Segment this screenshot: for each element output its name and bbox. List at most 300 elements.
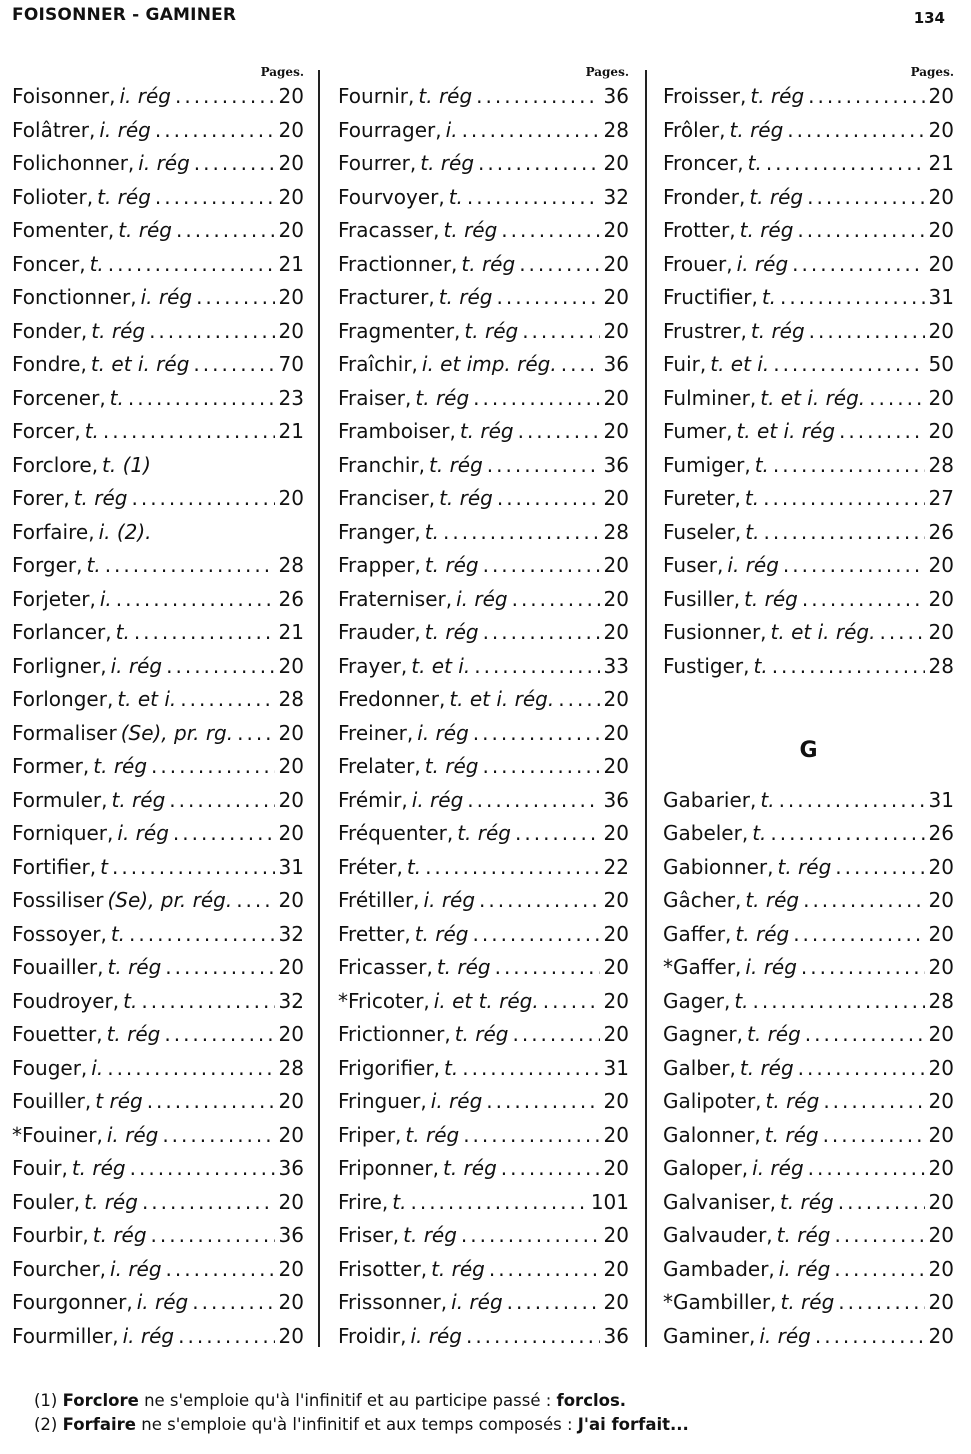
verb-entry bbox=[12, 650, 304, 684]
page-reference: 20 bbox=[928, 117, 954, 142]
verb-entry bbox=[12, 1119, 304, 1153]
verb-name: Fréquenter, bbox=[338, 821, 454, 845]
verb-grammar: t. bbox=[752, 821, 767, 845]
verb-grammar: i. rég bbox=[106, 1122, 159, 1147]
leader-dots bbox=[151, 750, 275, 784]
verb-entry bbox=[12, 449, 304, 483]
verb-name: Frapper, bbox=[338, 553, 421, 577]
verb-name: Fumer, bbox=[663, 419, 733, 443]
verb-name: Galipoter, bbox=[663, 1089, 762, 1113]
leader-dots bbox=[809, 315, 925, 349]
verb-name: *Fouiner, bbox=[12, 1122, 103, 1147]
verb-grammar: t. rég bbox=[457, 821, 511, 845]
footnote-marker: (2) bbox=[34, 1415, 58, 1434]
leader-dots bbox=[773, 348, 924, 382]
page-reference: 20 bbox=[928, 553, 954, 577]
verb-grammar: i. rég bbox=[411, 787, 464, 812]
verb-entry bbox=[338, 1119, 629, 1153]
verb-name: Frustrer, bbox=[663, 318, 747, 343]
leader-dots bbox=[783, 549, 925, 583]
verb-name: Fractionner, bbox=[338, 251, 458, 276]
verb-entry bbox=[338, 516, 629, 550]
verb-name: Frictionner, bbox=[338, 1022, 451, 1046]
verb-entry bbox=[663, 1085, 954, 1119]
verb-grammar: i. rég bbox=[778, 1256, 831, 1281]
leader-dots bbox=[192, 1286, 274, 1320]
leader-dots bbox=[798, 1052, 925, 1086]
verb-name: Fringuer, bbox=[338, 1089, 427, 1113]
verb-name: Galber, bbox=[663, 1055, 736, 1080]
verb-grammar: t. (1) bbox=[102, 452, 151, 477]
leader-dots bbox=[151, 1219, 275, 1253]
verb-entry bbox=[12, 717, 304, 751]
verb-grammar: t. bbox=[109, 385, 124, 410]
verb-grammar: t. rég bbox=[93, 754, 148, 778]
verb-entry bbox=[12, 985, 304, 1019]
verb-entry bbox=[338, 1052, 629, 1086]
verb-entry bbox=[338, 114, 629, 148]
verb-grammar: t rég bbox=[95, 1089, 143, 1113]
page-reference: 20 bbox=[278, 787, 304, 812]
page-reference: 20 bbox=[278, 720, 304, 745]
verb-name: Fureter, bbox=[663, 486, 741, 510]
verb-grammar: t. bbox=[744, 486, 760, 510]
footnote-marker: (1) bbox=[34, 1391, 58, 1410]
verb-name: Fragmenter, bbox=[338, 318, 461, 343]
leader-dots bbox=[108, 248, 275, 282]
verb-name: Frire, bbox=[338, 1189, 389, 1214]
column-divider bbox=[318, 70, 320, 1347]
verb-grammar: i. rég bbox=[423, 888, 476, 912]
leader-dots bbox=[823, 1085, 924, 1119]
verb-entry bbox=[338, 147, 629, 181]
verb-grammar: t. bbox=[84, 419, 99, 443]
verb-grammar: i. rég bbox=[110, 653, 163, 678]
leader-dots bbox=[838, 1186, 925, 1220]
verb-name: Fourgonner, bbox=[12, 1290, 133, 1314]
verb-name: Fouir, bbox=[12, 1156, 68, 1180]
verb-entry bbox=[338, 315, 629, 349]
verb-grammar: t. rég bbox=[429, 452, 483, 477]
verb-entry bbox=[338, 750, 629, 784]
verb-grammar: t. bbox=[89, 251, 104, 276]
page-reference: 20 bbox=[603, 486, 629, 510]
verb-name: Fossoyer, bbox=[12, 921, 107, 946]
verb-entry bbox=[338, 281, 629, 315]
leader-dots bbox=[839, 415, 925, 449]
verb-entry bbox=[12, 884, 304, 918]
verb-entry bbox=[338, 348, 629, 382]
verb-grammar: t. rég bbox=[436, 955, 491, 979]
verb-name: Formuler, bbox=[12, 787, 108, 812]
page-reference: 36 bbox=[603, 352, 629, 376]
leader-dots bbox=[142, 1186, 275, 1220]
page-reference: 20 bbox=[603, 385, 629, 410]
leader-dots bbox=[487, 449, 600, 483]
verb-entry bbox=[663, 348, 954, 382]
verb-entry bbox=[338, 181, 629, 215]
footnote-term: Forfaire bbox=[62, 1415, 136, 1434]
leader-dots bbox=[165, 951, 274, 985]
verb-name: Fumiger, bbox=[663, 452, 751, 477]
verb-grammar: t. rég bbox=[91, 318, 146, 343]
page-number: 134 bbox=[913, 9, 945, 27]
verb-entry bbox=[338, 1085, 629, 1119]
verb-grammar: t. rég bbox=[420, 151, 475, 175]
leader-dots bbox=[193, 348, 274, 382]
verb-name: Freiner, bbox=[338, 720, 414, 745]
verb-entry bbox=[338, 817, 629, 851]
verb-name: Fouler, bbox=[12, 1189, 81, 1214]
verb-entry bbox=[338, 214, 629, 248]
leader-dots bbox=[787, 114, 924, 148]
verb-entry bbox=[12, 1186, 304, 1220]
verb-grammar: t. bbox=[747, 151, 762, 175]
verb-name: Fourmiller, bbox=[12, 1323, 119, 1348]
verb-grammar: t. rég bbox=[777, 854, 832, 879]
leader-dots bbox=[237, 717, 274, 751]
verb-grammar: t. rég bbox=[107, 955, 162, 979]
verb-entry bbox=[663, 1052, 954, 1086]
page-reference: 20 bbox=[928, 184, 954, 209]
verb-grammar: t. rég bbox=[424, 553, 479, 577]
leader-dots bbox=[176, 214, 275, 248]
verb-entry bbox=[663, 382, 954, 416]
verb-entry bbox=[338, 415, 629, 449]
leader-dots bbox=[141, 985, 274, 1019]
verb-grammar: t. et i. rég. bbox=[449, 687, 555, 711]
leader-dots bbox=[838, 1286, 924, 1320]
footnote-text: ne s'emploie qu'à l'infinitif et aux temps composés : bbox=[141, 1415, 573, 1434]
verb-entry bbox=[663, 449, 954, 483]
leader-dots bbox=[180, 683, 274, 717]
leader-dots bbox=[462, 114, 600, 148]
verb-grammar: t. et i. rég. bbox=[770, 620, 876, 644]
page-reference: 20 bbox=[928, 854, 954, 879]
leader-dots bbox=[473, 918, 600, 952]
verb-grammar: t. bbox=[86, 553, 101, 577]
verb-name: Friser, bbox=[338, 1223, 400, 1247]
verb-entry bbox=[12, 80, 304, 114]
verb-entry bbox=[12, 1052, 304, 1086]
verb-grammar: t. bbox=[115, 620, 130, 644]
leader-dots bbox=[518, 415, 600, 449]
verb-grammar: i. et imp. rég. bbox=[421, 352, 557, 376]
leader-dots bbox=[483, 616, 600, 650]
footnotes bbox=[34, 1389, 689, 1437]
pages-label: Pages. bbox=[910, 65, 954, 79]
verb-grammar: t. rég bbox=[424, 620, 479, 644]
verb-entry bbox=[663, 147, 954, 181]
page-reference: 20 bbox=[928, 251, 954, 276]
page-reference: 28 bbox=[278, 687, 304, 711]
verb-name: Forcer, bbox=[12, 419, 81, 443]
leader-dots bbox=[130, 1152, 275, 1186]
leader-dots bbox=[166, 1253, 275, 1287]
leader-dots bbox=[129, 918, 275, 952]
page-reference: 20 bbox=[278, 1290, 304, 1314]
verb-name: Forligner, bbox=[12, 653, 107, 678]
leader-dots bbox=[482, 750, 599, 784]
verb-name: Fretter, bbox=[338, 921, 411, 946]
leader-dots bbox=[793, 918, 924, 952]
leader-dots bbox=[495, 951, 600, 985]
leader-dots bbox=[425, 851, 599, 885]
verb-name: Froisser, bbox=[663, 84, 747, 108]
leader-dots bbox=[823, 1119, 925, 1153]
verb-grammar: i. rég bbox=[417, 720, 469, 745]
leader-dots bbox=[128, 382, 275, 416]
page-reference: 28 bbox=[928, 452, 954, 477]
verb-name: Fossiliser bbox=[12, 888, 104, 912]
verb-grammar: t. rég bbox=[750, 318, 805, 343]
verb-grammar: i. rég bbox=[451, 1290, 503, 1314]
page-reference: 20 bbox=[278, 151, 304, 175]
verb-entry bbox=[663, 884, 954, 918]
page-reference: 20 bbox=[928, 888, 954, 912]
verb-entry bbox=[12, 248, 304, 282]
verb-name: Fourcher, bbox=[12, 1256, 107, 1281]
leader-dots bbox=[476, 80, 599, 114]
entry-list bbox=[338, 80, 629, 1353]
page-reference: 20 bbox=[928, 1189, 954, 1214]
verb-grammar: t. rég bbox=[443, 218, 498, 242]
verb-grammar: i. rég bbox=[138, 151, 190, 175]
verb-entry bbox=[12, 482, 304, 516]
verb-entry bbox=[338, 1286, 629, 1320]
verb-name: Formaliser bbox=[12, 720, 117, 745]
verb-entry bbox=[12, 951, 304, 985]
verb-entry bbox=[12, 1085, 304, 1119]
verb-grammar: t. rég bbox=[750, 84, 805, 108]
page-reference: 20 bbox=[603, 1290, 629, 1314]
verb-entry bbox=[663, 1320, 954, 1354]
verb-name: Frigorifier, bbox=[338, 1055, 441, 1080]
verb-grammar: t. rég bbox=[92, 1223, 147, 1247]
verb-entry bbox=[663, 650, 954, 684]
verb-entry bbox=[663, 281, 954, 315]
verb-name: Fonctionner, bbox=[12, 285, 137, 309]
page-reference: 20 bbox=[278, 1323, 304, 1348]
verb-grammar: t. rég bbox=[729, 117, 784, 142]
page-reference: 26 bbox=[928, 519, 954, 544]
verb-grammar: i. rég bbox=[119, 84, 171, 108]
page-reference: 28 bbox=[278, 553, 304, 577]
leader-dots bbox=[236, 884, 274, 918]
verb-entry bbox=[338, 1253, 629, 1287]
verb-entry bbox=[663, 214, 954, 248]
pages-label: Pages. bbox=[260, 65, 304, 79]
verb-entry bbox=[338, 583, 629, 617]
page-reference: 20 bbox=[603, 1122, 629, 1147]
verb-grammar: t. rég bbox=[424, 754, 479, 778]
page-reference: 28 bbox=[278, 1055, 304, 1080]
page-reference: 20 bbox=[278, 821, 304, 845]
verb-name: Franchir, bbox=[338, 452, 426, 477]
verb-grammar: (Se), pr. rg. bbox=[120, 720, 234, 745]
verb-entry bbox=[12, 817, 304, 851]
verb-entry bbox=[12, 1253, 304, 1287]
page-reference: 20 bbox=[278, 888, 304, 912]
footnote bbox=[34, 1389, 689, 1413]
verb-name: *Gambiller, bbox=[663, 1290, 777, 1314]
entry-list bbox=[12, 80, 304, 1353]
verb-grammar: t. rég bbox=[739, 1055, 794, 1080]
verb-entry bbox=[12, 281, 304, 315]
page-reference: 23 bbox=[278, 385, 304, 410]
verb-name: Froncer, bbox=[663, 151, 744, 175]
verb-entry bbox=[663, 1018, 954, 1052]
page-reference: 20 bbox=[928, 586, 954, 611]
page-reference: 20 bbox=[278, 218, 304, 242]
verb-entry bbox=[12, 1219, 304, 1253]
verb-name: Foncer, bbox=[12, 251, 86, 276]
verb-entry bbox=[663, 114, 954, 148]
verb-entry bbox=[12, 114, 304, 148]
verb-name: Fracasser, bbox=[338, 218, 440, 242]
verb-grammar: i. rég bbox=[430, 1089, 483, 1113]
leader-dots bbox=[869, 382, 924, 416]
leader-dots bbox=[194, 147, 275, 181]
verb-entry bbox=[12, 214, 304, 248]
verb-entry bbox=[12, 616, 304, 650]
entry-list bbox=[663, 80, 954, 683]
verb-entry bbox=[12, 1286, 304, 1320]
verb-entry bbox=[663, 516, 954, 550]
leader-dots bbox=[501, 214, 599, 248]
verb-name: Friponner, bbox=[338, 1156, 439, 1180]
page-reference: 20 bbox=[603, 251, 629, 276]
page-reference: 20 bbox=[928, 1323, 954, 1348]
leader-dots bbox=[175, 80, 275, 114]
verb-name: Folâtrer, bbox=[12, 117, 96, 142]
verb-name: Fouger, bbox=[12, 1055, 88, 1080]
footnote-example: J'ai forfait... bbox=[577, 1415, 689, 1434]
page-reference: 20 bbox=[278, 318, 304, 343]
verb-grammar: i. rég bbox=[140, 285, 193, 309]
verb-grammar: t. rég bbox=[735, 921, 790, 946]
leader-dots bbox=[178, 1320, 274, 1354]
page-reference: 20 bbox=[603, 754, 629, 778]
verb-entry bbox=[338, 80, 629, 114]
leader-dots bbox=[461, 1219, 600, 1253]
verb-name: Fouailler, bbox=[12, 955, 104, 979]
verb-entry bbox=[663, 851, 954, 885]
leader-dots bbox=[473, 382, 599, 416]
verb-entry bbox=[12, 851, 304, 885]
verb-name: Gaminer, bbox=[663, 1323, 756, 1348]
pages-label: Pages. bbox=[585, 65, 629, 79]
verb-grammar: i. rég bbox=[752, 1156, 804, 1180]
leader-dots bbox=[512, 1018, 599, 1052]
page-reference: 27 bbox=[928, 486, 954, 510]
leader-dots bbox=[801, 951, 925, 985]
leader-dots bbox=[103, 415, 275, 449]
verb-name: Galvaniser, bbox=[663, 1189, 776, 1214]
leader-dots bbox=[105, 549, 275, 583]
page-reference: 20 bbox=[928, 1290, 954, 1314]
leader-dots bbox=[763, 516, 924, 550]
page-reference: 101 bbox=[590, 1189, 629, 1214]
page-reference: 20 bbox=[603, 318, 629, 343]
leader-dots bbox=[807, 181, 924, 215]
page-reference: 22 bbox=[603, 854, 629, 879]
leader-dots bbox=[501, 1152, 600, 1186]
leader-dots bbox=[467, 181, 600, 215]
page-reference: 20 bbox=[603, 586, 629, 611]
verb-entry bbox=[663, 1253, 954, 1287]
verb-grammar: t. rég bbox=[780, 1290, 835, 1314]
page-reference: 20 bbox=[928, 1156, 954, 1180]
verb-name: Frissonner, bbox=[338, 1290, 448, 1314]
verb-name: Fortifier, bbox=[12, 854, 97, 879]
page-reference: 20 bbox=[603, 955, 629, 979]
verb-entry bbox=[338, 851, 629, 885]
verb-name: Fricasser, bbox=[338, 955, 433, 979]
verb-entry bbox=[338, 549, 629, 583]
verb-name: Fréter, bbox=[338, 854, 403, 879]
page-reference: 20 bbox=[603, 1089, 629, 1113]
verb-entry bbox=[12, 382, 304, 416]
page-reference: 36 bbox=[603, 452, 629, 477]
page-header-title: FOISONNER - GAMINER bbox=[12, 5, 237, 25]
verb-grammar: i. rég bbox=[99, 117, 151, 142]
leader-dots bbox=[803, 884, 924, 918]
verb-name: Fusionner, bbox=[663, 620, 767, 644]
verb-grammar: t. bbox=[745, 519, 760, 544]
verb-name: Fusiller, bbox=[663, 586, 741, 611]
leader-dots bbox=[467, 784, 599, 818]
page-reference: 20 bbox=[603, 285, 629, 309]
verb-grammar: (Se), pr. rég. bbox=[107, 888, 233, 912]
verb-entry bbox=[663, 248, 954, 282]
leader-dots bbox=[497, 482, 600, 516]
footnote-text: ne s'emploie qu'à l'infinitif et au participe passé : bbox=[144, 1391, 552, 1410]
verb-name: Gabionner, bbox=[663, 854, 774, 879]
verb-grammar: i. rég bbox=[110, 1256, 162, 1281]
verb-name: Gabeler, bbox=[663, 821, 749, 845]
verb-name: Galoper, bbox=[663, 1156, 749, 1180]
leader-dots bbox=[116, 583, 275, 617]
page-reference: 20 bbox=[603, 620, 629, 644]
leader-dots bbox=[483, 549, 600, 583]
leader-dots bbox=[779, 784, 925, 818]
verb-name: Folichonner, bbox=[12, 151, 135, 175]
footnote-example: forclos. bbox=[556, 1391, 627, 1410]
verb-grammar: t. et i. rég bbox=[736, 419, 836, 443]
verb-entry bbox=[663, 1186, 954, 1220]
verb-grammar: i. rég bbox=[727, 553, 779, 577]
verb-name: Frauder, bbox=[338, 620, 421, 644]
page-reference: 20 bbox=[928, 1223, 954, 1247]
leader-dots bbox=[522, 315, 599, 349]
verb-grammar: i. rég bbox=[736, 251, 789, 276]
verb-name: Fraiser, bbox=[338, 385, 412, 410]
leader-dots bbox=[479, 884, 600, 918]
leader-dots bbox=[478, 147, 600, 181]
page-reference: 36 bbox=[603, 787, 629, 812]
verb-entry bbox=[12, 549, 304, 583]
verb-grammar: t. bbox=[754, 452, 769, 477]
leader-dots bbox=[474, 650, 599, 684]
verb-grammar: t. bbox=[761, 285, 777, 309]
verb-entry bbox=[338, 717, 629, 751]
page-reference: 20 bbox=[928, 419, 954, 443]
page-reference: 70 bbox=[278, 352, 304, 376]
page-reference: 20 bbox=[928, 1089, 954, 1113]
verb-name: Framboiser, bbox=[338, 419, 456, 443]
verb-name: Gambader, bbox=[663, 1256, 775, 1281]
